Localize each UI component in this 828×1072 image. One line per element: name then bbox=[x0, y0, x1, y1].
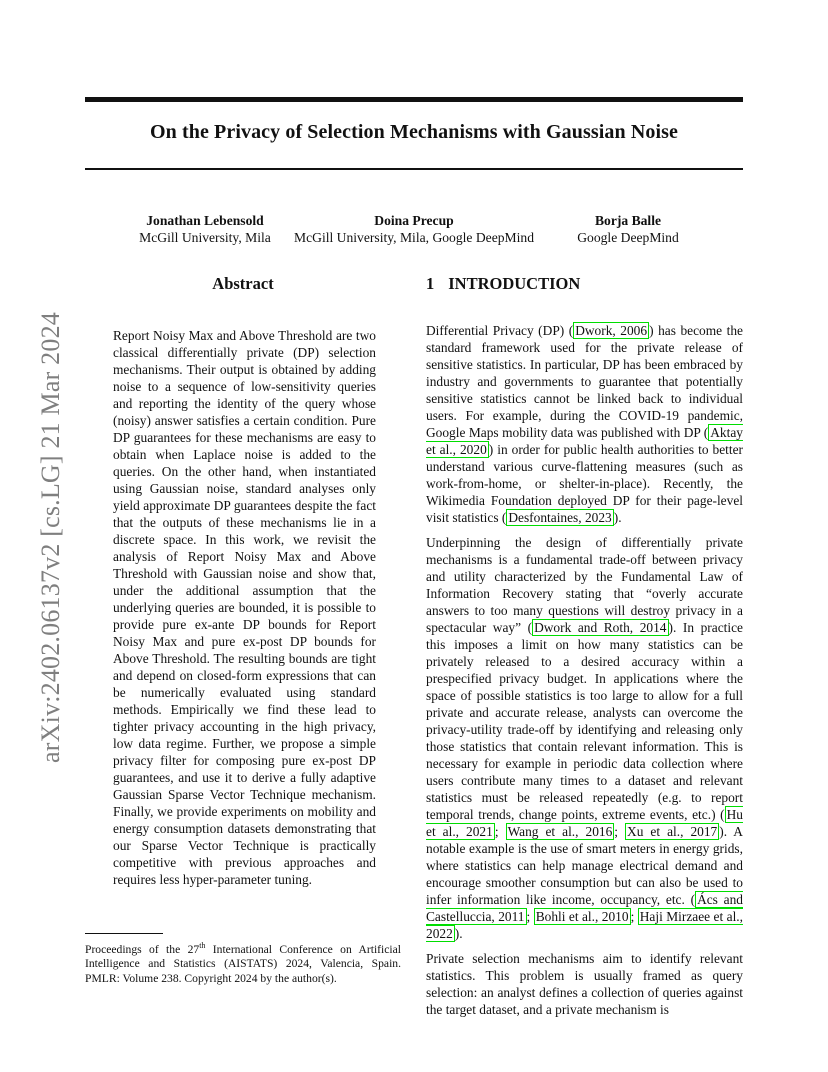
citation-link[interactable]: Ács and Castelluccia, 2011 bbox=[426, 892, 743, 924]
footnote-text: Proceedings of the 27 bbox=[85, 942, 200, 956]
footnote-superscript: th bbox=[199, 941, 206, 950]
text-run: ) in order for public health authorities to better understand various curve-flattening measures (such as work-from-home, or shelter-in-place). Recently, the Wikimedia Foundation deployed DP for their page-level visit statistics ( bbox=[426, 442, 744, 525]
citation-link[interactable]: Desfontaines, 2023 bbox=[508, 510, 612, 525]
arxiv-sidebar bbox=[18, 285, 65, 763]
footnote-text: International Conference on Artificial Intelligence and Statistics (AISTATS) 2024, Valencia, Spain. PMLR: Volume 238. Copyright 2024 by the author(s). bbox=[85, 942, 401, 985]
text-run: ; bbox=[614, 824, 626, 839]
author-2 bbox=[282, 212, 546, 246]
paragraph-3: Private selection mechanisms aim to identify relevant statistics. This problem is usually framed as query selection: an analyst defines a collection of queries against the target dataset, and a private mechanism is bbox=[426, 951, 743, 1017]
section-heading-introduction bbox=[426, 274, 580, 294]
footnote-rule bbox=[85, 933, 163, 934]
citation-link[interactable]: Hu et al., 2021 bbox=[426, 807, 743, 839]
citation-link[interactable]: Bohli et al., 2010 bbox=[535, 909, 629, 924]
text-run: ). A notable example is the use of smart meters in energy grids, where statistics can help manage electrical demand and encourage smoother consumption but can also be used to infer information like income, occupancy, etc. ( bbox=[426, 824, 743, 907]
abstract-heading: Abstract bbox=[212, 274, 274, 293]
citation-link[interactable]: Dwork, 2006 bbox=[575, 323, 648, 338]
abstract-text: Report Noisy Max and Above Threshold are two classical differentially private (DP) selection mechanisms. Their output is obtained by adding noise to a sequence of low-sensitivity queries and reporting the identity of the query whose (noisy) answer satisfies a certain condition. Pure DP guarantees for these mechanisms are easy to obtain when Laplace noise is added to the queries. On the other hand, when instantiated using Gaussian noise, standard analyses only yield approximate DP guarantees despite the fact that the outputs of these mechanisms lie in a discrete space. In this work, we revisit the analysis of Report Noisy Max and Above Threshold with Gaussian noise and show that, under the additional assumption that the underlying queries are bounded, it is possible to provide pure ex-ante DP bounds for Report Noisy Max and pure ex-post DP bounds for Above Threshold. The resulting bounds are tight and depend on closed-form expressions that can be numerically evaluated using standard methods. Empirically we find these lead to tighter privacy accounting in the high privacy, low data regime. Further, we propose a simple privacy filter for composing pure ex-post DP guarantees, and use it to derive a fully adaptive Gaussian Sparse Vector Technique mechanism. Finally, we provide experiments on mobility and energy consumption datasets demonstrating that our Sparse Vector Technique is practically competitive with previous approaches and requires less hyper-parameter tuning. bbox=[113, 328, 376, 887]
introduction-body bbox=[426, 322, 743, 1026]
title-rule-bottom bbox=[85, 168, 743, 170]
text-run: ). bbox=[454, 926, 463, 941]
author-affiliation: McGill University, Mila bbox=[139, 230, 271, 245]
section-number: 1 bbox=[426, 274, 435, 293]
author-3 bbox=[548, 212, 708, 246]
citation-link[interactable]: Wang et al., 2016 bbox=[507, 824, 613, 839]
text-run: ). bbox=[613, 510, 622, 525]
text-run: ). In practice this imposes a limit on how many statistics can be privately released to a desired accuracy within a prespecified privacy budget. In applications where the space of possible statistics is too large to allow for a full private and accurate release, analysts can overcome the privacy-utility trade-off by identifying and releasing only those statistics that contain relevant information. This is necessary for example in periodic data collection where users contribute many times to a dataset and relevant statistics must be released repeatedly (e.g. to report temporal trends, change points, extreme events, etc.) ( bbox=[426, 620, 743, 822]
author-affiliation: McGill University, Mila, Google DeepMind bbox=[294, 230, 534, 245]
citation-link[interactable]: Aktay et al., 2020 bbox=[426, 425, 743, 457]
section-title: INTRODUCTION bbox=[448, 274, 581, 293]
footnote bbox=[85, 939, 401, 986]
author-name: Borja Balle bbox=[594, 213, 662, 228]
paragraph-2 bbox=[426, 534, 743, 942]
text-run: ; bbox=[494, 824, 506, 839]
text-run: Differential Privacy (DP) ( bbox=[426, 323, 574, 338]
citation-link[interactable]: Xu et al., 2017 bbox=[627, 824, 718, 839]
author-name: Doina Precup bbox=[374, 213, 454, 228]
arxiv-identifier[interactable]: arXiv:2402.06137v2 [cs.LG] 21 Mar 2024 bbox=[36, 312, 65, 763]
text-run: ; bbox=[630, 909, 638, 924]
citation-link[interactable]: Haji Mirzaee et al., 2022 bbox=[426, 909, 744, 941]
citation-link[interactable]: Dwork and Roth, 2014 bbox=[534, 620, 667, 635]
paper-title: On the Privacy of Selection Mechanisms with Gaussian Noise bbox=[149, 121, 678, 143]
author-1 bbox=[110, 212, 300, 246]
title-rule-top bbox=[85, 97, 743, 102]
paragraph-1 bbox=[426, 322, 743, 526]
text-run: ; bbox=[526, 909, 534, 924]
author-affiliation: Google DeepMind bbox=[577, 230, 679, 245]
text-run: ) has become the standard framework used for the private release of sensitive statistics. In particular, DP has been embraced by industry and governments to guarantee that potentially sensitive statistics cannot be linked back to individual users. For example, during the COVID-19 pandemic, Google Maps mobility data was published with DP ( bbox=[426, 323, 743, 440]
author-name: Jonathan Lebensold bbox=[146, 213, 264, 228]
text-run: Underpinning the design of differentially private mechanisms is a fundamental trade-off between privacy and utility characterized by the Fundamental Law of Information Recovery stating that “overly accurate answers to too many questions will destroy privacy in a spectacular way” ( bbox=[426, 535, 743, 635]
